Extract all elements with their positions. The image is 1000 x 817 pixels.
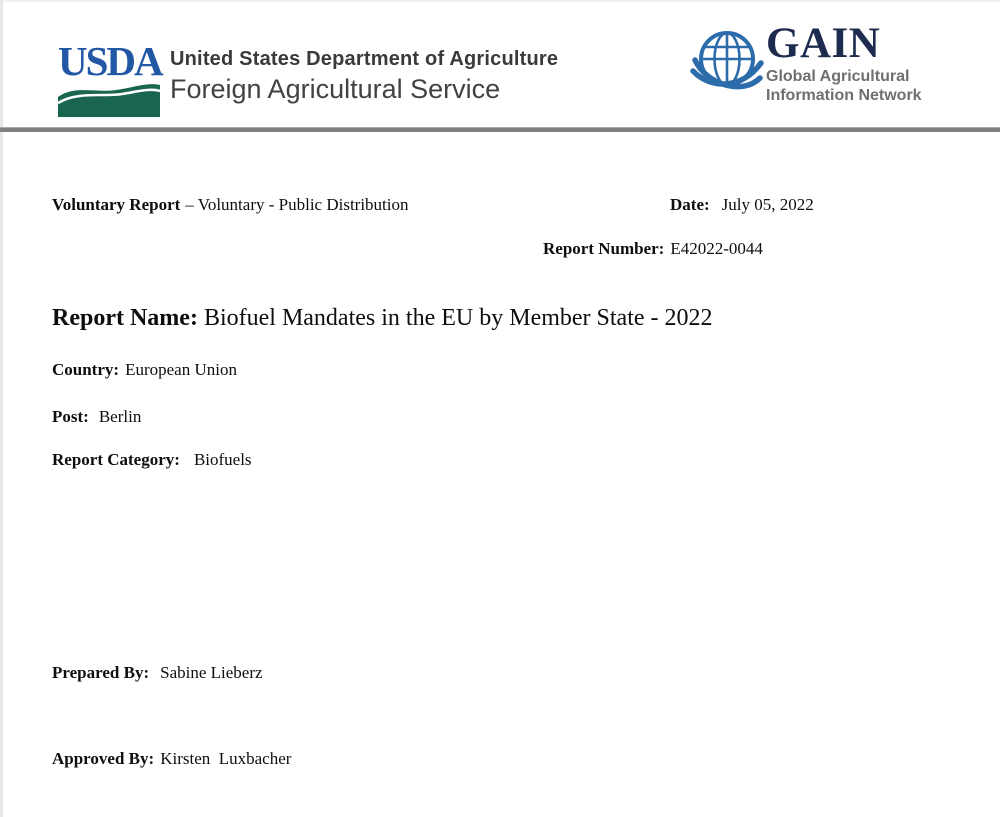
- report-type-value: – Voluntary - Public Distribution: [185, 195, 409, 214]
- report-category-label: Report Category:: [52, 450, 180, 469]
- page-left-edge: [0, 0, 3, 817]
- approved-by-row: [52, 749, 291, 769]
- date-value: July 05, 2022: [721, 195, 814, 214]
- report-category-value: Biofuels: [193, 450, 252, 469]
- usda-dept-line2: Foreign Agricultural Service: [170, 74, 501, 104]
- gain-sub-line2: Information Network: [766, 87, 922, 105]
- report-type-label: Voluntary Report: [52, 195, 181, 214]
- country-value: European Union: [125, 360, 237, 379]
- usda-wordmark: USDA: [58, 38, 162, 84]
- report-number-value: E42022-0044: [670, 239, 763, 258]
- report-category-row: [52, 450, 252, 470]
- header-divider: [0, 127, 1000, 132]
- report-name-value: Biofuel Mandates in the EU by Member State - 2022: [203, 305, 713, 331]
- report-name-row: [52, 305, 713, 332]
- usda-dept-line1: United States Department of Agriculture: [170, 48, 559, 70]
- report-number-label: Report Number:: [543, 239, 665, 258]
- gain-subtitle: [766, 67, 922, 106]
- usda-field-icon: [58, 80, 160, 117]
- date-label: Date:: [670, 195, 710, 214]
- report-type-row: [52, 195, 409, 215]
- country-label: Country:: [52, 360, 120, 379]
- date-row: [670, 195, 814, 215]
- gain-acronym: GAIN: [766, 20, 881, 67]
- usda-header-text: [170, 48, 558, 105]
- post-value: Berlin: [98, 407, 142, 426]
- gain-logo-text: [766, 20, 922, 106]
- post-label: Post:: [52, 407, 89, 426]
- page-top-edge: [0, 0, 1000, 2]
- gain-sub-line1: Global Agricultural: [766, 67, 910, 85]
- approved-by-value: Kirsten Luxbacher: [160, 749, 292, 768]
- gain-globe-icon: [690, 26, 764, 102]
- prepared-by-value: Sabine Lieberz: [160, 663, 263, 682]
- report-name-label: Report Name:: [52, 305, 198, 331]
- approved-by-label: Approved By:: [52, 749, 155, 768]
- usda-logo: [58, 38, 162, 117]
- prepared-by-label: Prepared By:: [52, 663, 150, 682]
- report-number-row: [543, 239, 763, 259]
- prepared-by-row: [52, 663, 263, 683]
- country-row: [52, 360, 237, 380]
- post-row: [52, 407, 141, 427]
